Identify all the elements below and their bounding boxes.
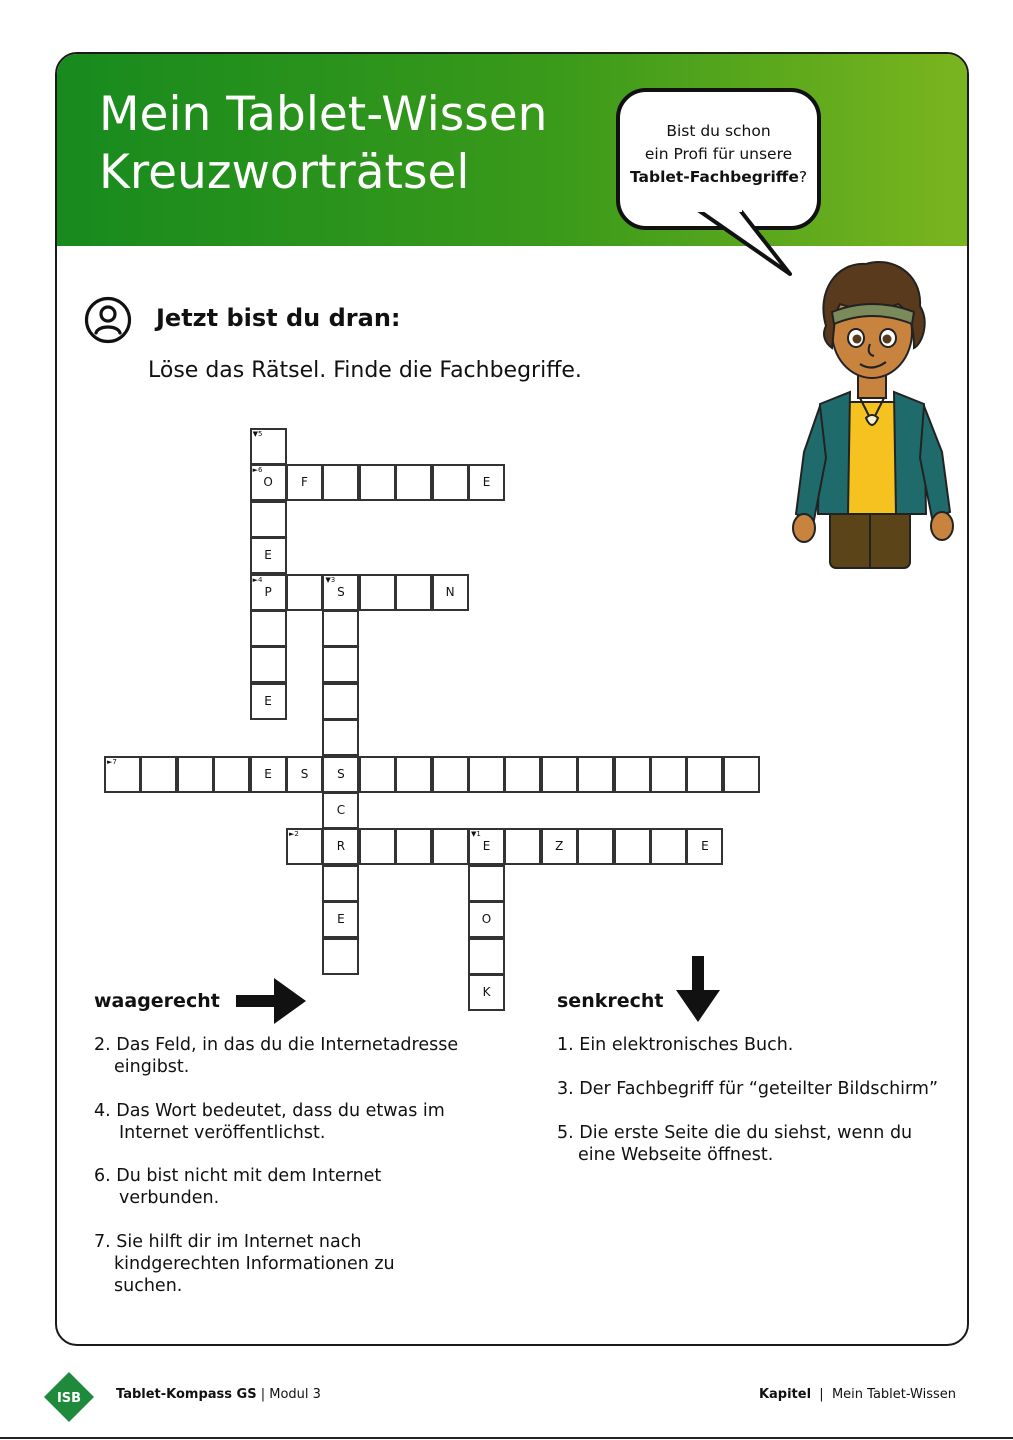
across-heading: waagerecht — [94, 990, 220, 1012]
crossword-cell[interactable] — [468, 865, 505, 902]
crossword-cell[interactable] — [250, 610, 287, 647]
crossword-cell[interactable] — [286, 574, 323, 611]
crossword-cell[interactable]: O — [250, 464, 287, 501]
crossword-cell[interactable] — [359, 756, 396, 793]
user-circle-icon — [84, 296, 132, 344]
crossword-cell[interactable]: E — [250, 756, 287, 793]
crossword-cell[interactable]: P — [250, 574, 287, 611]
crossword-cell[interactable]: F — [286, 464, 323, 501]
bottom-rule — [0, 1437, 1013, 1439]
clue-number-3: ▼3 — [325, 575, 336, 584]
clue-number-5: ▼5 — [252, 430, 263, 438]
crossword-cell[interactable] — [504, 756, 541, 793]
clue-down-3: 3. Der Fachbegriff für “geteilter Bildschirm” — [557, 1079, 939, 1099]
crossword-cell[interactable] — [395, 464, 432, 501]
crossword-cell[interactable] — [541, 756, 578, 793]
isb-logo — [44, 1372, 94, 1422]
boy-character-illustration — [790, 252, 960, 572]
header-banner — [57, 54, 967, 246]
speech-bubble — [616, 88, 821, 230]
crossword-cell[interactable] — [432, 828, 469, 865]
crossword-cell[interactable] — [250, 501, 287, 538]
clue-number-6: ►6 — [252, 466, 263, 475]
crossword-cell[interactable]: O — [468, 901, 505, 938]
title-line-1: Mein Tablet-Wissen — [99, 87, 548, 142]
crossword-cell[interactable]: Z — [541, 828, 578, 865]
crossword-cell[interactable]: E — [250, 537, 287, 574]
crossword-cell[interactable]: E — [468, 464, 505, 501]
crossword-cell[interactable] — [650, 756, 687, 793]
clue-number-1: ▼1 — [471, 830, 481, 839]
crossword-cell[interactable] — [322, 464, 359, 501]
crossword-cell[interactable] — [468, 756, 505, 793]
crossword-cell[interactable] — [395, 756, 432, 793]
clue-across-7: 7. Sie hilft dir im Internet nach kindgerechten Informationen zu suchen. — [94, 1232, 395, 1296]
crossword-cell[interactable] — [322, 938, 359, 975]
footer-module: Tablet-Kompass GS | Modul 3 — [116, 1387, 321, 1402]
crossword-cell[interactable] — [250, 646, 287, 683]
crossword-cell[interactable] — [395, 574, 432, 611]
crossword-cell[interactable] — [322, 719, 359, 756]
crossword-cell[interactable] — [359, 828, 396, 865]
crossword-cell[interactable] — [686, 756, 723, 793]
page-title — [99, 86, 547, 202]
crossword-cell[interactable] — [614, 756, 651, 793]
clue-down-1: 1. Ein elektronisches Buch. — [557, 1035, 794, 1055]
crossword-cell[interactable] — [359, 464, 396, 501]
crossword-cell[interactable]: N — [432, 574, 469, 611]
clue-across-6: 6. Du bist nicht mit dem Internet verbunden. — [94, 1166, 382, 1208]
clue-number-4: ►4 — [252, 575, 263, 584]
crossword-cell[interactable]: S — [322, 574, 359, 611]
crossword-cell[interactable]: R — [322, 828, 359, 865]
task-instruction: Löse das Rätsel. Finde die Fachbegriffe. — [148, 358, 582, 383]
crossword-cell[interactable]: S — [322, 756, 359, 793]
crossword-cell[interactable] — [723, 756, 760, 793]
crossword-cell[interactable] — [322, 646, 359, 683]
crossword-cell[interactable]: E — [322, 901, 359, 938]
svg-text:ISB: ISB — [56, 1391, 82, 1406]
crossword-cell[interactable] — [322, 610, 359, 647]
crossword-cell[interactable]: C — [322, 792, 359, 829]
arrow-down-icon — [674, 956, 722, 1024]
clue-across-4: 4. Das Wort bedeutet, dass du etwas im Internet veröffentlichst. — [94, 1101, 445, 1143]
arrow-right-icon — [236, 976, 308, 1026]
crossword-cell[interactable] — [322, 683, 359, 720]
bubble-line-3: Tablet-Fachbegriffe? — [629, 168, 808, 186]
crossword-cell[interactable] — [504, 828, 541, 865]
crossword-cell[interactable]: E — [250, 683, 287, 720]
down-heading: senkrecht — [557, 990, 664, 1012]
crossword-cell[interactable]: E — [468, 828, 505, 865]
title-line-2: Kreuzworträtsel — [99, 145, 470, 200]
crossword-cell[interactable] — [432, 756, 469, 793]
speech-bubble-tail — [690, 210, 800, 280]
crossword-cell[interactable]: E — [686, 828, 723, 865]
crossword-cell[interactable] — [577, 756, 614, 793]
crossword-cell[interactable] — [359, 574, 396, 611]
crossword-cell[interactable] — [213, 756, 250, 793]
task-lead: Jetzt bist du dran: — [156, 304, 401, 332]
crossword-cell[interactable] — [177, 756, 214, 793]
crossword-cell[interactable] — [395, 828, 432, 865]
crossword-cell[interactable] — [140, 756, 177, 793]
crossword-cell[interactable] — [614, 828, 651, 865]
crossword-cell[interactable] — [432, 464, 469, 501]
footer-chapter: Kapitel | Mein Tablet-Wissen — [758, 1387, 956, 1402]
clue-number-7: ►7 — [107, 757, 117, 766]
crossword-cell[interactable] — [468, 938, 505, 975]
clue-across-2: 2. Das Feld, in das du die Internetadresse eingibst. — [94, 1035, 459, 1077]
crossword-cell[interactable] — [577, 828, 614, 865]
crossword-cell[interactable]: S — [286, 756, 323, 793]
crossword-cell[interactable] — [322, 865, 359, 902]
clue-number-2: ►2 — [289, 830, 299, 839]
bubble-line-2: ein Profi für unsere — [644, 145, 793, 163]
clue-down-5: 5. Die erste Seite die du siehst, wenn du eine Webseite öffnest. — [557, 1123, 913, 1165]
crossword-cell[interactable]: K — [468, 974, 505, 1011]
crossword-cell[interactable] — [650, 828, 687, 865]
bubble-line-1: Bist du schon — [666, 122, 771, 140]
